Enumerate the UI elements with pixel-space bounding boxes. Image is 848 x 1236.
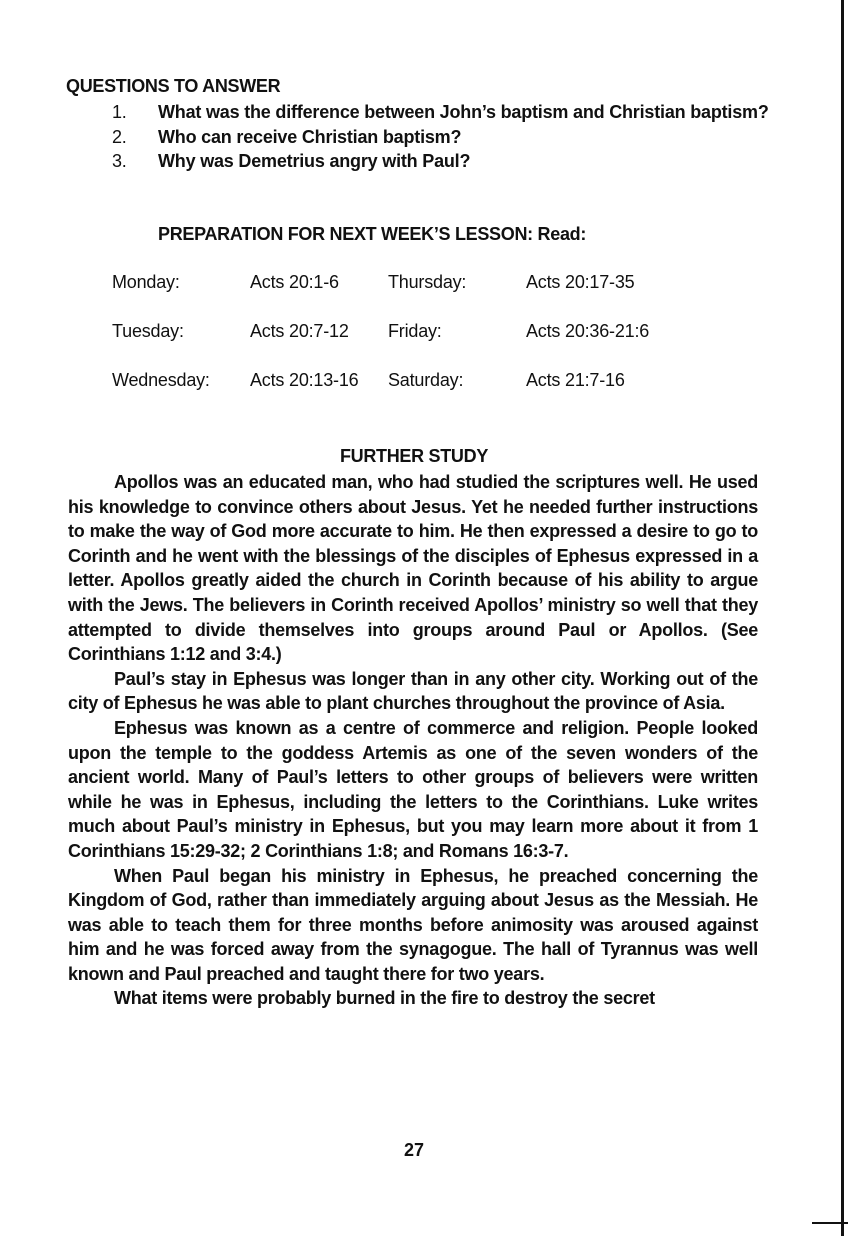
body-paragraph: Paul’s stay in Ephesus was longer than in any other city. Working out of the city of Ephesus he was able to plant churches throughout the province of Asia.	[68, 668, 758, 714]
question-item	[112, 125, 772, 150]
schedule-row	[112, 272, 732, 321]
body-paragraph: Ephesus was known as a centre of commerce and religion. People looked upon the temple to the goddess Artemis as one of the seven wonders of the ancient world. Many of Paul’s letters to other groups of believers were written while he was in Ephesus, including the letters to the Corinthians. Luke writes much about Paul’s ministry in Ephesus, but you may learn more about it from 1 Corinthians 15:29-32; 2 Corinthians 1:8; and Romans 16:3-7.	[68, 717, 758, 861]
schedule-reference: Acts 20:36-21:6	[526, 321, 650, 341]
schedule-reference: Acts 21:7-16	[526, 370, 625, 390]
schedule-row	[112, 370, 732, 419]
question-item	[112, 100, 772, 125]
schedule-day: Wednesday:	[112, 370, 210, 390]
preparation-heading: PREPARATION FOR NEXT WEEK’S LESSON: Read:	[158, 224, 587, 244]
schedule-day: Monday:	[112, 272, 180, 292]
questions-list	[112, 100, 772, 174]
schedule-reference: Acts 20:7-12	[250, 321, 349, 341]
schedule-day: Saturday:	[388, 370, 464, 390]
question-number: 3.	[112, 151, 127, 171]
schedule-reference: Acts 20:17-35	[526, 272, 635, 292]
further-study-heading: FURTHER STUDY	[339, 446, 489, 466]
questions-heading: QUESTIONS TO ANSWER	[66, 76, 281, 96]
schedule-reference: Acts 20:1-6	[250, 272, 339, 292]
schedule-day: Thursday:	[388, 272, 467, 292]
body-paragraph: Apollos was an educated man, who had studied the scriptures well. He used his knowledge to convince others about Jesus. Yet he needed further instructions to make the way of God more accurate to him. He then expressed a desire to go to Corinth and he went with the blessings of the disciples of Ephesus expressed in a letter. Apollos greatly aided the church in Corinth because of his ability to argue with the Jews. The believers in Corinth received Apollos’ ministry so well that they attempted to divide themselves into groups around Paul or Apollos. (See Corinthians 1:12 and 3:4.)	[68, 472, 758, 665]
further-study-body	[68, 470, 758, 1011]
reading-schedule	[112, 272, 732, 419]
body-paragraph: What items were probably burned in the fire to destroy the secret	[114, 988, 655, 1009]
schedule-day: Friday:	[388, 321, 442, 341]
question-number: 1.	[112, 102, 127, 122]
schedule-row	[112, 321, 732, 370]
question-number: 2.	[112, 126, 127, 147]
body-paragraph: When Paul began his ministry in Ephesus, he preached concerning the Kingdom of God, rather than immediately arguing about Jesus as the Messiah. He was able to teach them for three months before animosity was aroused against him and he was forced away from the synagogue. The hall of Tyrannus was well known and Paul preached and taught there for two years.	[68, 865, 758, 984]
question-text: Why was Demetrius angry with Paul?	[158, 151, 471, 171]
schedule-reference: Acts 20:13-16	[250, 370, 359, 390]
corner-mark	[812, 1222, 848, 1224]
question-text: Who can receive Christian baptism?	[158, 126, 462, 147]
schedule-day: Tuesday:	[112, 321, 184, 341]
page-edge-line	[841, 0, 844, 1236]
page-number: 27	[403, 1140, 425, 1160]
question-item	[112, 149, 772, 174]
question-text: What was the difference between John’s baptism and Christian baptism?	[158, 102, 769, 122]
